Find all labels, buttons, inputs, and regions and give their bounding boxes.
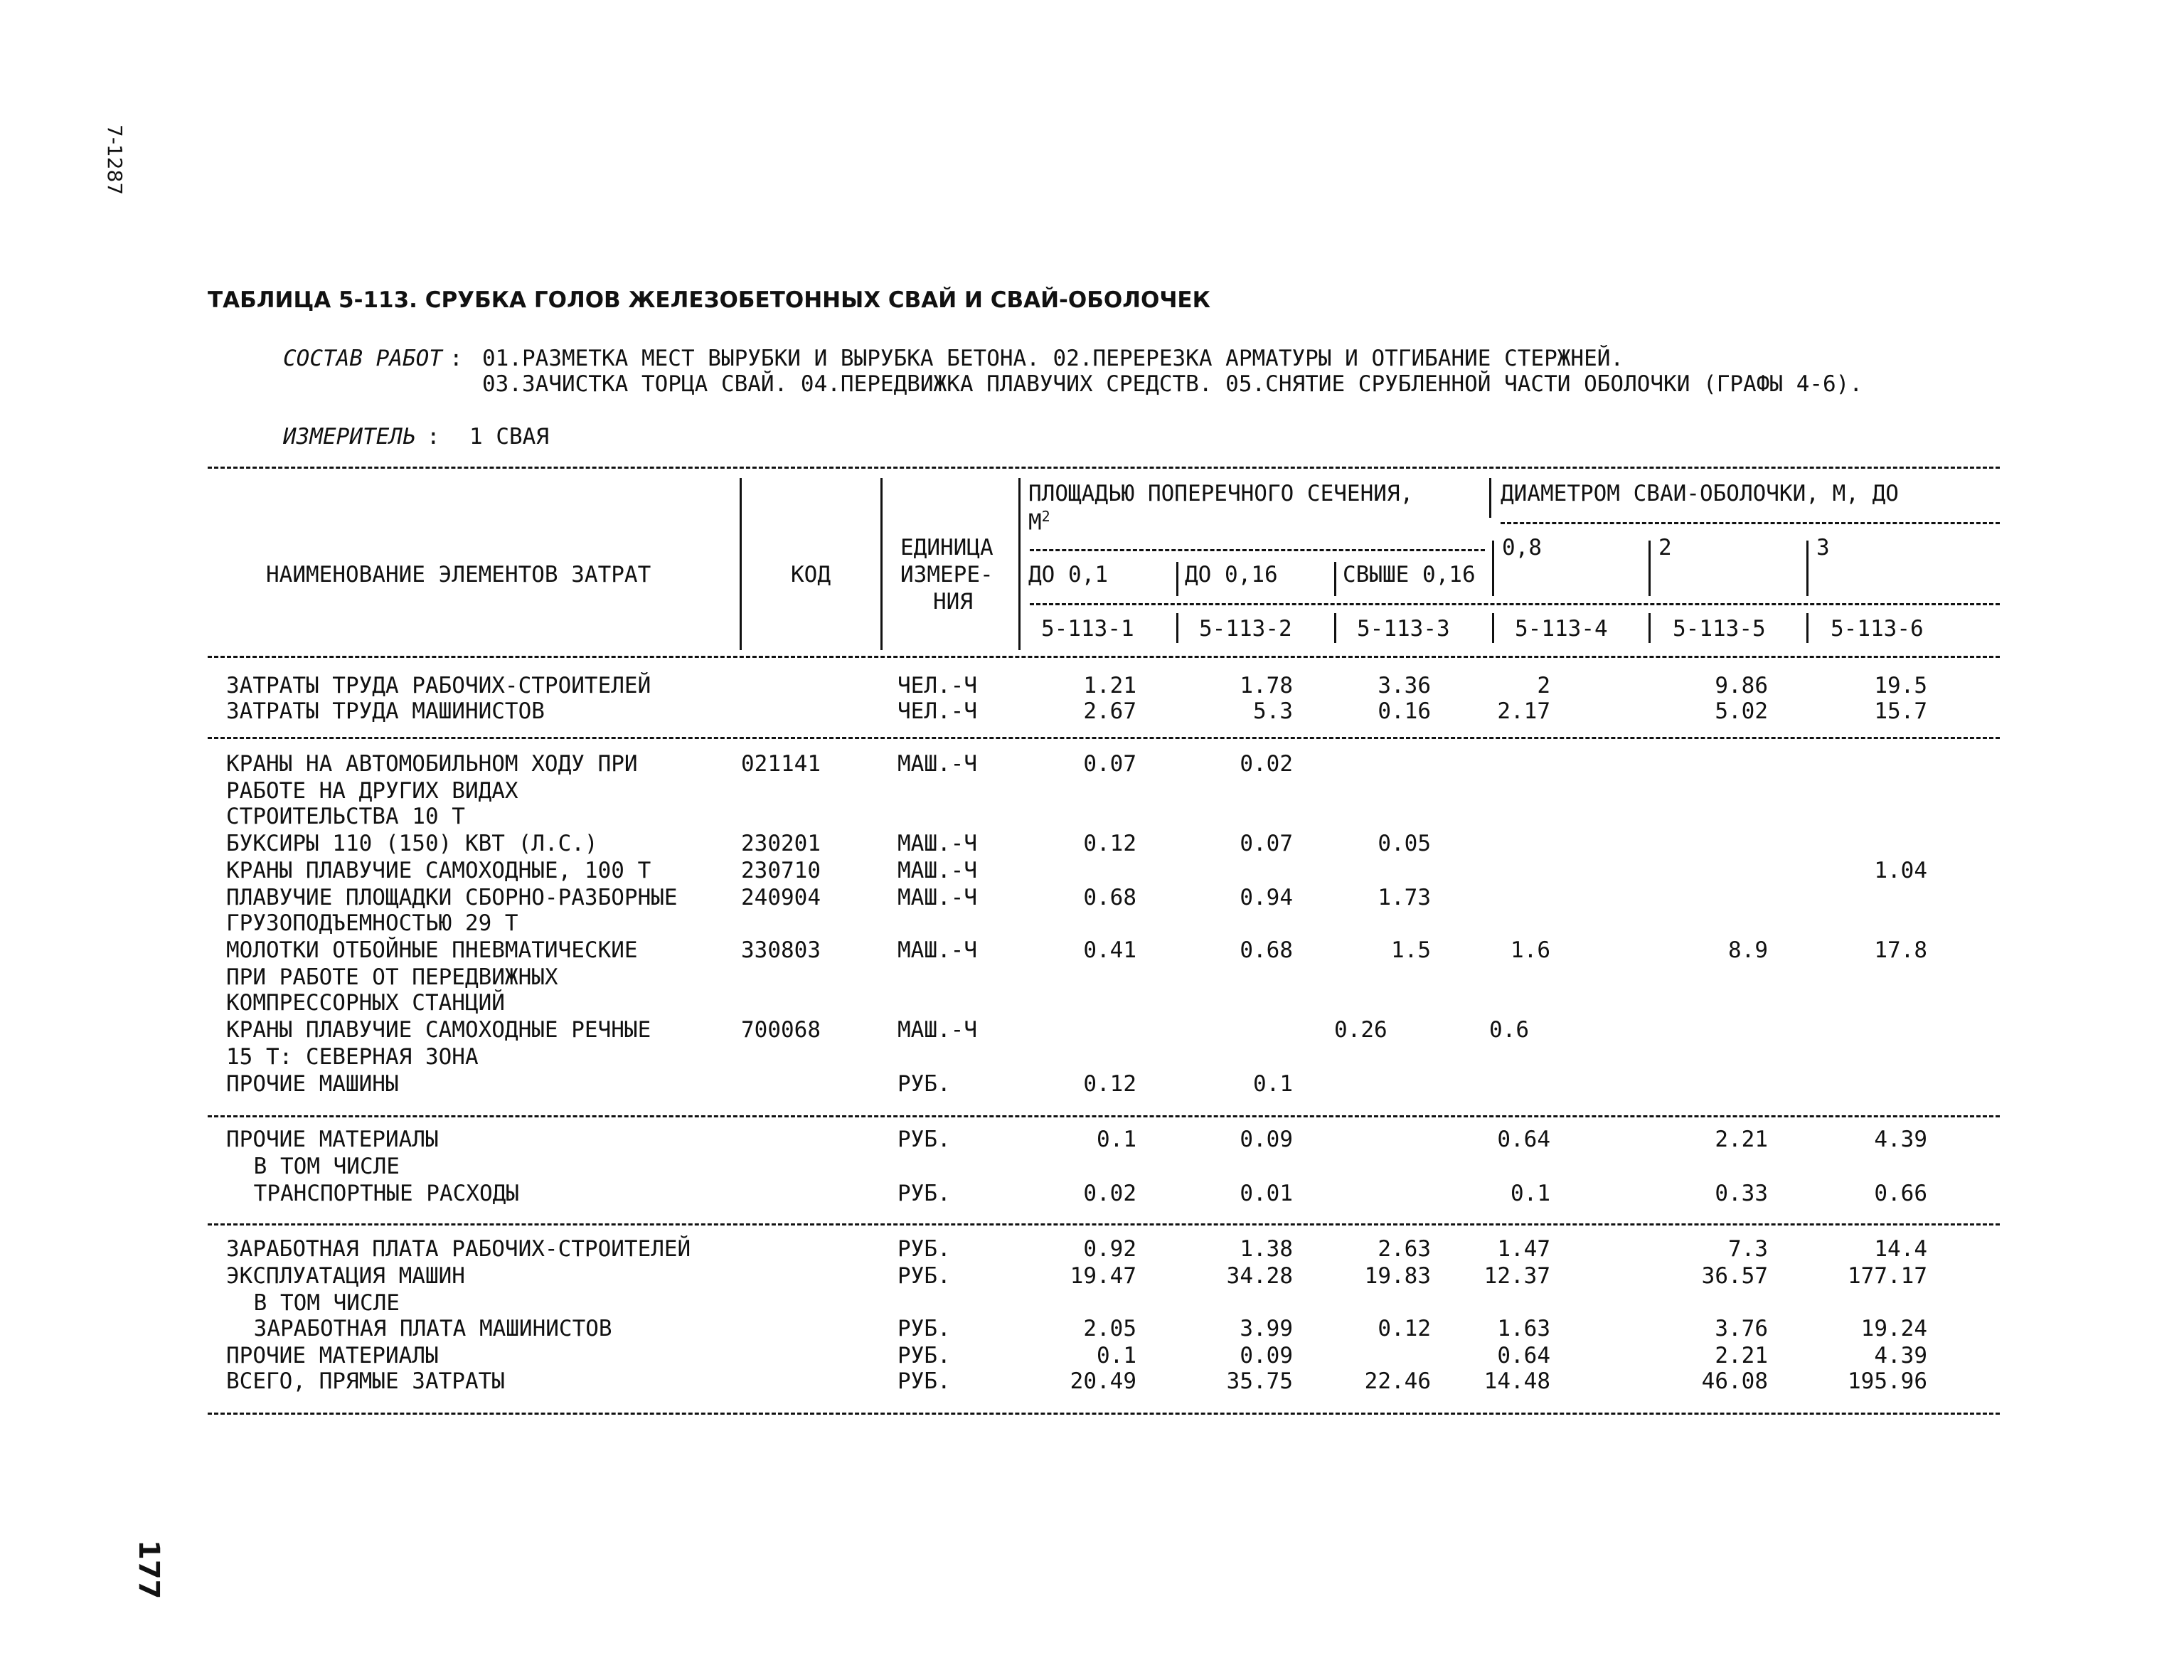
- col-divider-area-1: [1176, 562, 1178, 596]
- col-divider-2: [880, 478, 883, 650]
- header-code-1: 5-113-1: [1041, 616, 1134, 642]
- row-value-col-1: 19.47: [1070, 1263, 1136, 1289]
- col-divider-code-1: [1176, 613, 1178, 643]
- row-value-col-6: 17.8: [1874, 937, 1927, 963]
- row-value-col-1: 0.07: [1083, 751, 1136, 777]
- row-value-col-1: 2.67: [1083, 698, 1136, 724]
- composition-label: СОСТАВ РАБОТ: [283, 346, 442, 371]
- row-unit: РУБ.: [897, 1343, 951, 1368]
- header-code-2: 5-113-2: [1199, 616, 1292, 642]
- row-name: ЗАРАБОТНАЯ ПЛАТА РАБОЧИХ-СТРОИТЕЛЕЙ: [226, 1236, 691, 1262]
- row-value-col-2: 0.07: [1240, 831, 1293, 856]
- meter-colon: :: [427, 424, 440, 450]
- row-value-col-4: 14.48: [1483, 1368, 1550, 1394]
- row-value-col-5: 36.57: [1701, 1263, 1768, 1289]
- row-value-col-2: 0.1: [1253, 1071, 1293, 1097]
- col-divider-3: [1018, 478, 1021, 650]
- row-unit: ЧЕЛ.-Ч: [897, 673, 977, 698]
- rule-section-2: [208, 1115, 2000, 1117]
- row-value-col-6: 0.66: [1874, 1181, 1927, 1206]
- row-value-col-3: 0.05: [1378, 831, 1431, 856]
- row-name: В ТОМ ЧИСЛЕ: [240, 1154, 400, 1179]
- row-value-col-3: 1.73: [1378, 885, 1431, 910]
- rule-header-bottom: [208, 656, 2000, 658]
- row-unit: МАШ.-Ч: [897, 858, 977, 883]
- row-value-col-6: 177.17: [1848, 1263, 1927, 1289]
- header-diameter-group: ДИАМЕТРОМ СВАИ-ОБОЛОЧКИ, М, ДО: [1501, 481, 1899, 506]
- row-name: ПЛАВУЧИЕ ПЛОЩАДКИ СБОРНО-РАЗБОРНЫЕ: [226, 885, 678, 910]
- row-value-col-1: 0.02: [1083, 1181, 1136, 1206]
- row-unit: МАШ.-Ч: [897, 831, 977, 856]
- composition-colon: :: [449, 346, 463, 371]
- header-code-3: 5-113-3: [1357, 616, 1450, 642]
- header-unit-line-2: ИЗМЕРЕ-: [900, 562, 994, 588]
- row-value-col-2: 35.75: [1226, 1368, 1293, 1394]
- row-value-col-6: 1.04: [1874, 858, 1927, 883]
- row-value-col-3: 19.83: [1364, 1263, 1431, 1289]
- row-name: 15 Т: СЕВЕРНАЯ ЗОНА: [226, 1044, 479, 1070]
- row-value-col-2: 34.28: [1226, 1263, 1293, 1289]
- row-value-col-5: 8.9: [1728, 937, 1768, 963]
- row-unit: ЧЕЛ.-Ч: [897, 698, 977, 724]
- col-divider-code-5: [1806, 613, 1809, 643]
- header-unit-line-1: ЕДИНИЦА: [900, 535, 994, 560]
- meter-value: 1 СВАЯ: [469, 424, 549, 450]
- row-value-col-1: 0.68: [1083, 885, 1136, 910]
- row-code: 240904: [741, 885, 821, 910]
- row-value-col-3: 1.5: [1391, 937, 1431, 963]
- row-value-col-5: 7.3: [1728, 1236, 1768, 1262]
- header-sub-6: 3: [1816, 535, 1830, 560]
- row-value-col-6: 15.7: [1874, 698, 1927, 724]
- row-value-col-5: 0.33: [1715, 1181, 1768, 1206]
- row-value-col-1: 0.1: [1097, 1343, 1136, 1368]
- row-value-col-6: 19.24: [1860, 1316, 1927, 1341]
- header-code-6: 5-113-6: [1831, 616, 1924, 642]
- rule-codes: [1030, 603, 2000, 605]
- row-value-col-3: 2.63: [1378, 1236, 1431, 1262]
- rule-section-1: [208, 737, 2000, 739]
- row-value-col-5: 2.21: [1715, 1127, 1768, 1152]
- meter-label: ИЗМЕРИТЕЛЬ: [283, 424, 416, 450]
- row-unit: МАШ.-Ч: [897, 937, 977, 963]
- row-unit: РУБ.: [897, 1181, 951, 1206]
- area-unit-superscript: 2: [1041, 508, 1050, 525]
- row-value-col-4: 1.63: [1497, 1316, 1550, 1341]
- row-unit: РУБ.: [897, 1127, 951, 1152]
- header-sub-4: 0,8: [1502, 535, 1542, 560]
- row-value-col-5: 9.86: [1715, 673, 1768, 698]
- row-value-col-1: 0.1: [1097, 1127, 1136, 1152]
- header-area-unit: $М^2$: [1028, 508, 1050, 536]
- col-divider-4: [1489, 478, 1491, 518]
- margin-code: 7-1287: [103, 124, 127, 196]
- rule-area-group: [1030, 549, 1485, 551]
- row-name: ЗАТРАТЫ ТРУДА РАБОЧИХ-СТРОИТЕЛЕЙ: [226, 673, 651, 698]
- rule-diameter-group: [1501, 522, 2000, 524]
- row-value-col-5: 2.21: [1715, 1343, 1768, 1368]
- header-name-column: НАИМЕНОВАНИЕ ЭЛЕМЕНТОВ ЗАТРАТ: [266, 562, 651, 588]
- row-code: 230710: [741, 858, 821, 883]
- row-unit: МАШ.-Ч: [897, 885, 977, 910]
- row-value-col-4: 1.47: [1497, 1236, 1550, 1262]
- row-value-col-1: 0.41: [1083, 937, 1136, 963]
- composition-line-1: 01.РАЗМЕТКА МЕСТ ВЫРУБКИ И ВЫРУБКА БЕТОНА. 02.ПЕРЕРЕЗКА АРМАТУРЫ И ОТГИБАНИЕ СТЕРЖНЕЙ.: [482, 346, 1624, 371]
- row-unit: РУБ.: [897, 1236, 951, 1262]
- row-name: КРАНЫ НА АВТОМОБИЛЬНОМ ХОДУ ПРИ: [226, 751, 638, 777]
- row-name: ПРОЧИЕ МАТЕРИАЛЫ: [226, 1343, 439, 1368]
- row-name: ЭКСПЛУАТАЦИЯ МАШИН: [226, 1263, 465, 1289]
- row-value-col-6: 4.39: [1874, 1343, 1927, 1368]
- row-name: СТРОИТЕЛЬСТВА 10 Т: [226, 804, 465, 829]
- row-name: ЗАТРАТЫ ТРУДА МАШИНИСТОВ: [226, 698, 545, 724]
- row-value-col-2: 0.02: [1240, 751, 1293, 777]
- row-unit: РУБ.: [897, 1316, 951, 1341]
- row-value-col-1: 0.12: [1083, 831, 1136, 856]
- row-value-col-4: 0.1: [1511, 1181, 1550, 1206]
- col-divider-code-2: [1334, 613, 1336, 643]
- row-name: В ТОМ ЧИСЛЕ: [240, 1290, 400, 1316]
- col-divider-area-3: [1492, 541, 1494, 596]
- row-value-col-2: 0.09: [1240, 1343, 1293, 1368]
- row-value-col-2: 0.01: [1240, 1181, 1293, 1206]
- row-value-col-4: 0.64: [1497, 1343, 1550, 1368]
- header-sub-1: ДО 0,1: [1028, 562, 1108, 588]
- row-value-col-6: 4.39: [1874, 1127, 1927, 1152]
- row-value-col-3: 22.46: [1364, 1368, 1431, 1394]
- row-unit: МАШ.-Ч: [897, 1017, 977, 1043]
- row-name: ПРИ РАБОТЕ ОТ ПЕРЕДВИЖНЫХ: [226, 964, 558, 990]
- col-divider-code-3: [1492, 613, 1494, 643]
- row-value-col-2: 0.68: [1240, 937, 1293, 963]
- row-value-col-1: 0.12: [1083, 1071, 1136, 1097]
- header-code-4: 5-113-4: [1515, 616, 1608, 642]
- row-value-col-2: 5.3: [1253, 698, 1293, 724]
- row-code: 330803: [741, 937, 821, 963]
- table-title: ТАБЛИЦА 5-113. СРУБКА ГОЛОВ ЖЕЛЕЗОБЕТОННЫХ СВАЙ И СВАЙ-ОБОЛОЧЕК: [208, 287, 1210, 313]
- row-value-col-3: 0.26: [1334, 1017, 1387, 1043]
- row-unit: РУБ.: [897, 1368, 951, 1394]
- row-value-col-2: 0.09: [1240, 1127, 1293, 1152]
- row-value-col-1: 2.05: [1083, 1316, 1136, 1341]
- header-sub-2: ДО 0,16: [1185, 562, 1278, 588]
- row-code: 230201: [741, 831, 821, 856]
- row-value-col-6: 19.5: [1874, 673, 1927, 698]
- col-divider-area-2: [1334, 562, 1336, 596]
- row-name: КРАНЫ ПЛАВУЧИЕ САМОХОДНЫЕ РЕЧНЫЕ: [226, 1017, 651, 1043]
- row-name: КОМПРЕССОРНЫХ СТАНЦИЙ: [226, 990, 505, 1016]
- col-divider-code-4: [1648, 613, 1651, 643]
- header-sub-3: СВЫШЕ 0,16: [1343, 562, 1476, 588]
- row-name: БУКСИРЫ 110 (150) КВТ (Л.С.): [226, 831, 598, 856]
- row-name: МОЛОТКИ ОТБОЙНЫЕ ПНЕВМАТИЧЕСКИЕ: [226, 937, 638, 963]
- header-unit-line-3: НИЯ: [933, 589, 973, 615]
- col-divider-1: [740, 478, 742, 650]
- page-number: 177: [132, 1540, 165, 1600]
- row-value-col-5: 5.02: [1715, 698, 1768, 724]
- row-value-col-1: 1.21: [1083, 673, 1136, 698]
- row-code: 021141: [741, 751, 821, 777]
- row-value-col-4: 12.37: [1483, 1263, 1550, 1289]
- row-value-col-1: 0.92: [1083, 1236, 1136, 1262]
- row-unit: МАШ.-Ч: [897, 751, 977, 777]
- row-value-col-4: 0.6: [1489, 1017, 1529, 1043]
- row-name: ГРУЗОПОДЪЕМНОСТЬЮ 29 Т: [226, 910, 518, 936]
- row-name: ПРОЧИЕ МАТЕРИАЛЫ: [226, 1127, 439, 1152]
- row-value-col-3: 3.36: [1378, 673, 1431, 698]
- row-unit: РУБ.: [897, 1071, 951, 1097]
- row-name: РАБОТЕ НА ДРУГИХ ВИДАХ: [226, 778, 518, 804]
- row-value-col-4: 0.64: [1497, 1127, 1550, 1152]
- header-sub-5: 2: [1658, 535, 1672, 560]
- row-code: 700068: [741, 1017, 821, 1043]
- row-value-col-1: 20.49: [1070, 1368, 1136, 1394]
- row-value-col-3: 0.16: [1378, 698, 1431, 724]
- row-name: ВСЕГО, ПРЯМЫЕ ЗАТРАТЫ: [226, 1368, 505, 1394]
- composition-line-2: 03.ЗАЧИСТКА ТОРЦА СВАЙ. 04.ПЕРЕДВИЖКА ПЛАВУЧИХ СРЕДСТВ. 05.СНЯТИЕ СРУБЛЕННОЙ ЧАСТИ ОБОЛОЧКИ (ГРАФЫ 4-6).: [482, 371, 1863, 397]
- row-name: КРАНЫ ПЛАВУЧИЕ САМОХОДНЫЕ, 100 Т: [226, 858, 651, 883]
- row-value-col-5: 3.76: [1715, 1316, 1768, 1341]
- row-name: ТРАНСПОРТНЫЕ РАСХОДЫ: [240, 1181, 519, 1206]
- row-unit: РУБ.: [897, 1263, 951, 1289]
- row-value-col-2: 0.94: [1240, 885, 1293, 910]
- row-name: ПРОЧИЕ МАШИНЫ: [226, 1071, 399, 1097]
- row-value-col-6: 14.4: [1874, 1236, 1927, 1262]
- row-value-col-4: 1.6: [1511, 937, 1550, 963]
- rule-bottom: [208, 1413, 2000, 1415]
- rule-top: [208, 467, 2000, 469]
- row-value-col-4: 2: [1537, 673, 1550, 698]
- row-value-col-4: 2.17: [1497, 698, 1550, 724]
- row-name: ЗАРАБОТНАЯ ПЛАТА МАШИНИСТОВ: [240, 1316, 612, 1341]
- row-value-col-6: 195.96: [1848, 1368, 1927, 1394]
- rule-section-3: [208, 1223, 2000, 1226]
- row-value-col-2: 1.78: [1240, 673, 1293, 698]
- col-divider-diam-2: [1806, 541, 1809, 596]
- row-value-col-2: 3.99: [1240, 1316, 1293, 1341]
- row-value-col-3: 0.12: [1378, 1316, 1431, 1341]
- row-value-col-5: 46.08: [1701, 1368, 1768, 1394]
- col-divider-diam-1: [1648, 541, 1651, 596]
- header-area-group: ПЛОЩАДЬЮ ПОПЕРЕЧНОГО СЕЧЕНИЯ,: [1028, 481, 1414, 506]
- header-code-5: 5-113-5: [1673, 616, 1766, 642]
- header-code-column: КОД: [791, 562, 831, 588]
- row-value-col-2: 1.38: [1240, 1236, 1293, 1262]
